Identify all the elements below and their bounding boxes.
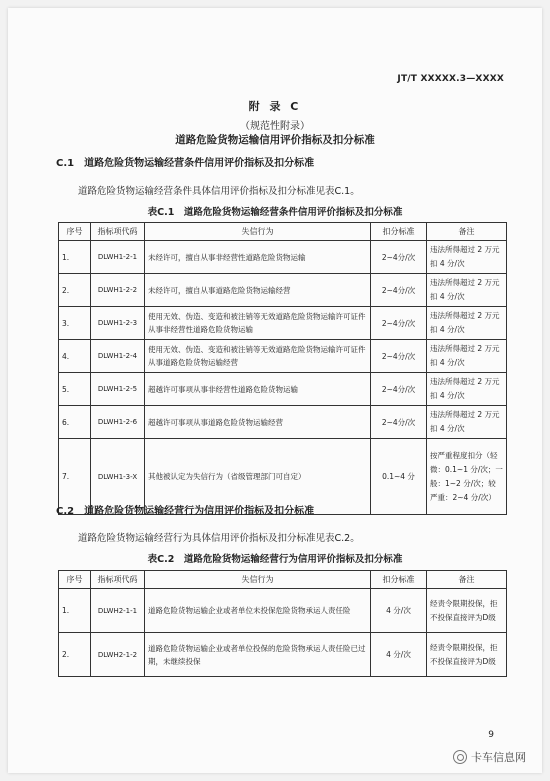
appendix-title: 附 录 C	[248, 100, 302, 113]
row-note: 违法所得超过 2 万元扣 4 分/次	[427, 274, 507, 307]
row-score: 4 分/次	[371, 589, 427, 633]
col-header-code: 指标项代码	[91, 223, 145, 241]
row-note: 违法所得超过 2 万元扣 4 分/次	[427, 340, 507, 373]
row-code: DLWH1-2-5	[91, 373, 145, 406]
row-no: 7.	[59, 439, 91, 515]
section-c2-intro: 道路危险货物运输经营行为具体信用评价指标及扣分标准见表C.2。	[78, 533, 360, 544]
row-score: 4 分/次	[371, 633, 427, 677]
col-header-behavior: 失信行为	[145, 223, 371, 241]
watermark-text: 卡车信息网	[471, 751, 526, 764]
row-note: 经责令限期投保，拒不投保直接评为D级	[427, 589, 507, 633]
appendix-subtitle: （规范性附录）	[240, 121, 310, 132]
section-c2-title: C.2 道路危险货物运输经营行为信用评价指标及扣分标准	[56, 506, 315, 517]
col-header-code: 指标项代码	[91, 571, 145, 589]
section-c1-intro: 道路危险货物运输经营条件具体信用评价指标及扣分标准见表C.1。	[78, 186, 360, 197]
row-no: 2.	[59, 633, 91, 677]
row-code: DLWH2-1-2	[91, 633, 145, 677]
col-header-note: 备注	[427, 571, 507, 589]
table-row	[59, 241, 507, 274]
table-c1-caption: 表C.1 道路危险货物运输经营条件信用评价指标及扣分标准	[147, 207, 403, 218]
row-behavior: 道路危险货物运输企业或者单位未投保危险货物承运人责任险	[145, 589, 371, 633]
row-code: DLWH1-3-X	[91, 439, 145, 515]
col-header-behavior: 失信行为	[145, 571, 371, 589]
table-row	[59, 340, 507, 373]
row-code: DLWH1-2-6	[91, 406, 145, 439]
row-no: 5.	[59, 373, 91, 406]
col-header-note: 备注	[427, 223, 507, 241]
row-no: 2.	[59, 274, 91, 307]
table-row	[59, 589, 507, 633]
row-score: 2~4分/次	[371, 373, 427, 406]
row-note: 违法所得超过 2 万元扣 4 分/次	[427, 307, 507, 340]
col-header-score: 扣分标准	[371, 223, 427, 241]
table-header-row	[59, 223, 507, 241]
row-code: DLWH1-2-4	[91, 340, 145, 373]
row-code: DLWH1-2-2	[91, 274, 145, 307]
table-c2	[58, 570, 507, 677]
row-no: 6.	[59, 406, 91, 439]
row-behavior: 超越许可事项从事道路危险货物运输经营	[145, 406, 371, 439]
row-score: 2~4分/次	[371, 406, 427, 439]
row-behavior: 其他被认定为失信行为（省级管理部门可自定）	[145, 439, 371, 515]
row-code: DLWH2-1-1	[91, 589, 145, 633]
standard-code: JT/T XXXXX.3—XXXX	[397, 74, 504, 84]
row-behavior: 超越许可事项从事非经营性道路危险货物运输	[145, 373, 371, 406]
table-row	[59, 406, 507, 439]
table-row	[59, 307, 507, 340]
row-no: 3.	[59, 307, 91, 340]
table-header-row	[59, 571, 507, 589]
row-behavior: 道路危险货物运输企业或者单位投保的危险货物承运人责任险已过期，未继续投保	[145, 633, 371, 677]
row-no: 1.	[59, 589, 91, 633]
row-no: 4.	[59, 340, 91, 373]
table-c1	[58, 222, 507, 515]
page-number: 9	[488, 730, 494, 740]
row-note: 违法所得超过 2 万元扣 4 分/次	[427, 241, 507, 274]
row-behavior: 使用无效、伪造、变造和被注销等无效道路危险货物运输许可证件从事道路危险货物运输经营	[145, 340, 371, 373]
row-score: 0.1~4 分	[371, 439, 427, 515]
row-score: 2~4分/次	[371, 241, 427, 274]
row-code: DLWH1-2-1	[91, 241, 145, 274]
row-note: 经责令限期投保，拒不投保直接评为D级	[427, 633, 507, 677]
col-header-no: 序号	[59, 571, 91, 589]
col-header-no: 序号	[59, 223, 91, 241]
row-behavior: 未经许可，擅自从事非经营性道路危险货物运输	[145, 241, 371, 274]
row-note: 违法所得超过 2 万元扣 4 分/次	[427, 406, 507, 439]
watermark	[453, 749, 526, 765]
appendix-main-title: 道路危险货物运输信用评价指标及扣分标准	[175, 134, 375, 146]
document-page	[8, 8, 542, 773]
table-c2-caption: 表C.2 道路危险货物运输经营行为信用评价指标及扣分标准	[147, 554, 403, 565]
row-score: 2~4分/次	[371, 274, 427, 307]
row-behavior: 使用无效、伪造、变造和被注销等无效道路危险货物运输许可证件从事非经营性道路危险货物运输	[145, 307, 371, 340]
row-no: 1.	[59, 241, 91, 274]
row-behavior: 未经许可，擅自从事道路危险货物运输经营	[145, 274, 371, 307]
row-code: DLWH1-2-3	[91, 307, 145, 340]
table-row	[59, 373, 507, 406]
wechat-icon	[453, 750, 467, 764]
row-score: 2~4分/次	[371, 340, 427, 373]
table-row	[59, 633, 507, 677]
row-note: 按严重程度扣分（轻微：0.1~1 分/次；一般：1~2 分/次；较严重：2~4 分/次）	[427, 439, 507, 515]
row-score: 2~4分/次	[371, 307, 427, 340]
section-c1-title: C.1 道路危险货物运输经营条件信用评价指标及扣分标准	[56, 158, 315, 169]
row-note: 违法所得超过 2 万元扣 4 分/次	[427, 373, 507, 406]
table-row	[59, 274, 507, 307]
col-header-score: 扣分标准	[371, 571, 427, 589]
